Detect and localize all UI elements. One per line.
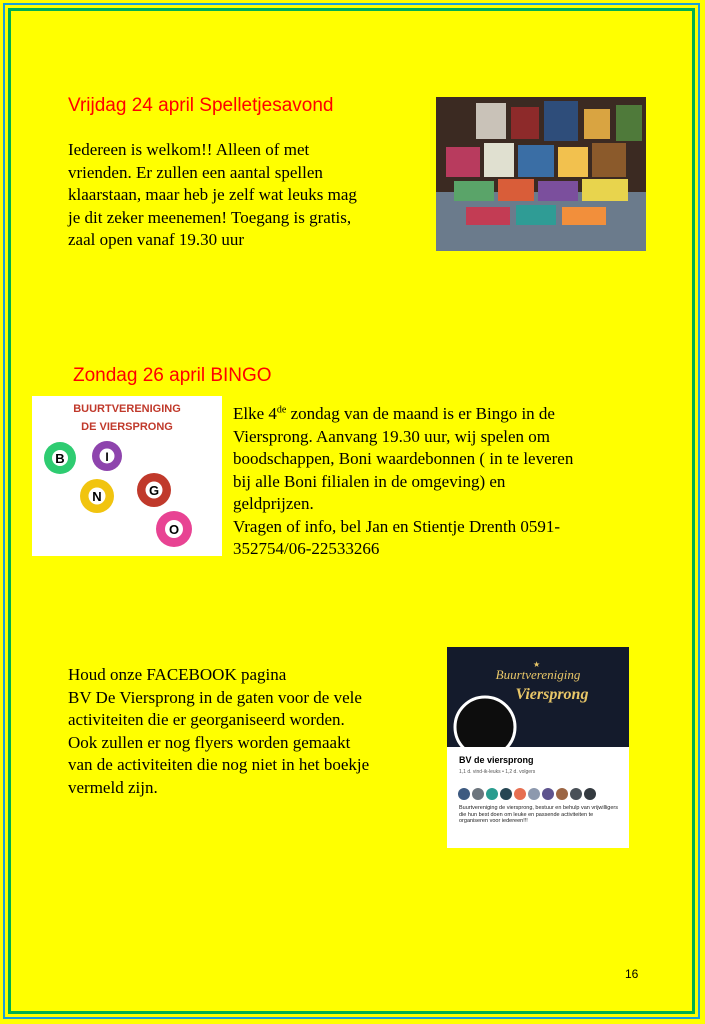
facebook-page-name: BV de viersprong xyxy=(459,755,534,765)
section3-line: Ook zullen er nog flyers worden gemaakt xyxy=(68,732,351,752)
bingo-image xyxy=(32,396,222,556)
section1-line: Iedereen is welkom!! Alleen of met xyxy=(68,140,310,159)
board-games-photo xyxy=(436,97,646,251)
section2-line: Viersprong. Aanvang 19.30 uur, wij spelen om xyxy=(233,426,550,446)
follower-avatars xyxy=(457,787,617,801)
banner-line1: Buurtvereniging xyxy=(495,667,581,682)
section3-line: Houd onze FACEBOOK pagina xyxy=(68,665,287,684)
bingo-ball-letter: B xyxy=(55,451,65,466)
section1-text xyxy=(68,139,428,252)
bingo-ball-letter: G xyxy=(148,483,160,498)
facebook-banner-art xyxy=(447,647,629,747)
section1-heading: Vrijdag 24 april Spelletjesavond xyxy=(68,95,334,116)
bingo-illustration xyxy=(32,396,222,556)
bingo-ball-letter: N xyxy=(92,489,102,504)
section1-line: zaal open vanaf 19.30 uur xyxy=(68,230,245,249)
section2-text xyxy=(233,403,653,561)
section2-line1-start: Elke 4 xyxy=(233,404,277,423)
section2-heading: Zondag 26 april BINGO xyxy=(73,365,272,386)
section3-line: BV De Viersprong in de gaten voor de vele xyxy=(68,687,362,707)
bingo-logo-line1: BUURTVERENIGING xyxy=(73,403,181,415)
section1-line: klaarstaan, maar heb je zelf wat leuks mag xyxy=(68,185,357,204)
section2-line: geldprijzen. xyxy=(233,494,314,513)
section3-text xyxy=(68,664,440,799)
section2-line: bij alle Boni filialen in de omgeving) en xyxy=(233,471,506,491)
bingo-ball-letter: O xyxy=(168,522,180,537)
bingo-ball-letter: I xyxy=(105,450,109,464)
board-games-illustration xyxy=(436,97,646,251)
section3-line: vermeld zijn. xyxy=(68,777,158,797)
section2-line1-end: zondag van de maand is er Bingo in de xyxy=(286,404,555,423)
section2-superscript: de xyxy=(276,404,287,416)
facebook-banner xyxy=(447,647,629,747)
star-icon: ★ xyxy=(533,660,541,669)
facebook-page-description: Buurtvereniging de viersprong, bestuur en behulp van vrijwilligers die hun best doen om leuke en passende activiteiten te organiseren voor iedereen!!! xyxy=(459,805,618,824)
section3-line: activiteiten die er georganiseerd worden. xyxy=(68,710,345,729)
bingo-logo-line2: DE VIERSPRONG xyxy=(81,421,173,433)
banner-line2: Viersprong xyxy=(515,686,589,703)
section1-line: vrienden. Er zullen een aantal spellen xyxy=(68,162,323,182)
section1-line: je dit zeker meenemen! Toegang is gratis, xyxy=(68,207,352,227)
facebook-page-stats: 1,1 d. vind-ik-leuks • 1,2 d. volgers xyxy=(459,769,536,775)
section2-line: boodschappen, Boni waardebonnen ( in te leveren xyxy=(233,449,574,468)
profile-avatar xyxy=(455,697,515,747)
facebook-page-screenshot xyxy=(447,647,629,848)
section2-line: 352754/06-22533266 xyxy=(233,539,380,558)
page-number: 16 xyxy=(625,967,639,981)
section2-line: Vragen of info, bel Jan en Stientje Drenth 0591- xyxy=(233,516,561,536)
section3-line: van de activiteiten die nog niet in het boekje xyxy=(68,755,370,774)
section2-line1 xyxy=(233,403,653,426)
